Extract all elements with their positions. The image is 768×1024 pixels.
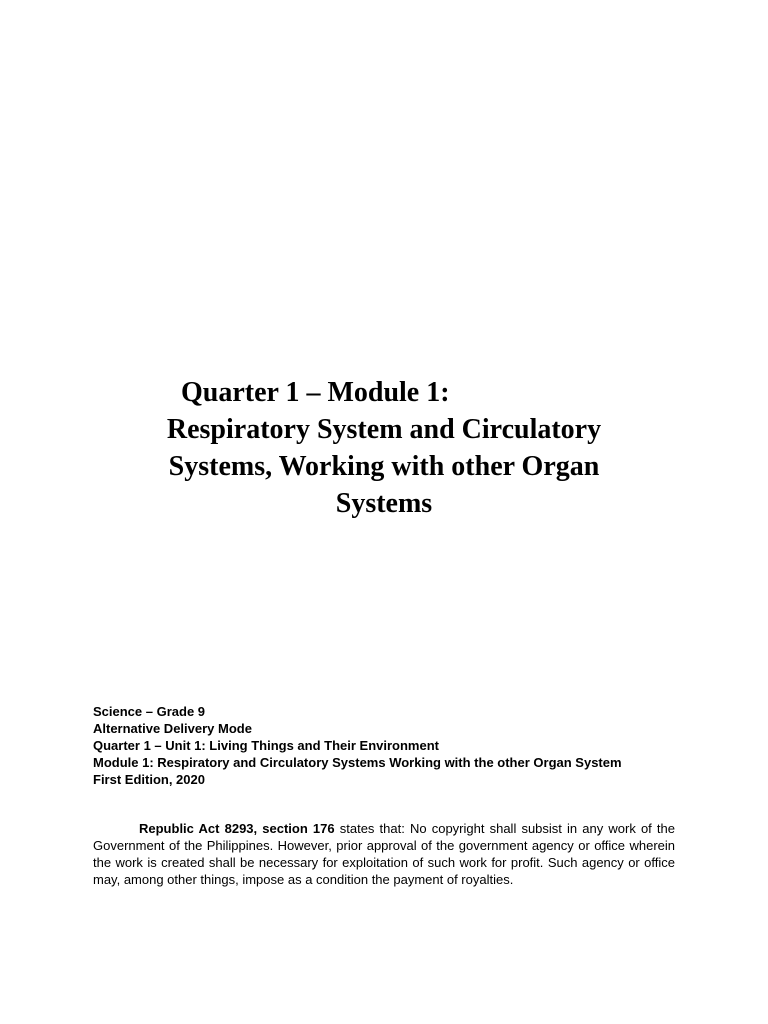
title-topic-line-3: Systems	[335, 488, 433, 519]
copyright-law: Republic Act 8293, section 176	[139, 821, 335, 836]
subject-grade: Science – Grade 9	[93, 704, 206, 719]
module-info	[93, 703, 675, 788]
title-quarter-module: Quarter 1 – Module 1:	[181, 377, 450, 408]
title-topic	[0, 411, 768, 522]
copyright-notice	[93, 820, 675, 888]
delivery-mode: Alternative Delivery Mode	[93, 721, 252, 736]
title-topic-line-1: Respiratory System and Circulatory	[166, 414, 602, 445]
edition: First Edition, 2020	[93, 772, 205, 787]
module-title-line: Module 1: Respiratory and Circulatory Systems Working with the other Organ System	[93, 755, 622, 770]
module-title	[0, 374, 768, 522]
unit-title: Quarter 1 – Unit 1: Living Things and Their Environment	[93, 738, 439, 753]
title-topic-line-2: Systems, Working with other Organ	[168, 451, 600, 482]
copyright-text: states that: No copyright shall subsist in any work of the Government of the Philippines. However, prior approval of the government agency or office wherein the work is created shall be necessary for exploitation of such work for profit. Such agency or office may, among other things, impose as a condition the payment of royalties.	[93, 821, 675, 887]
